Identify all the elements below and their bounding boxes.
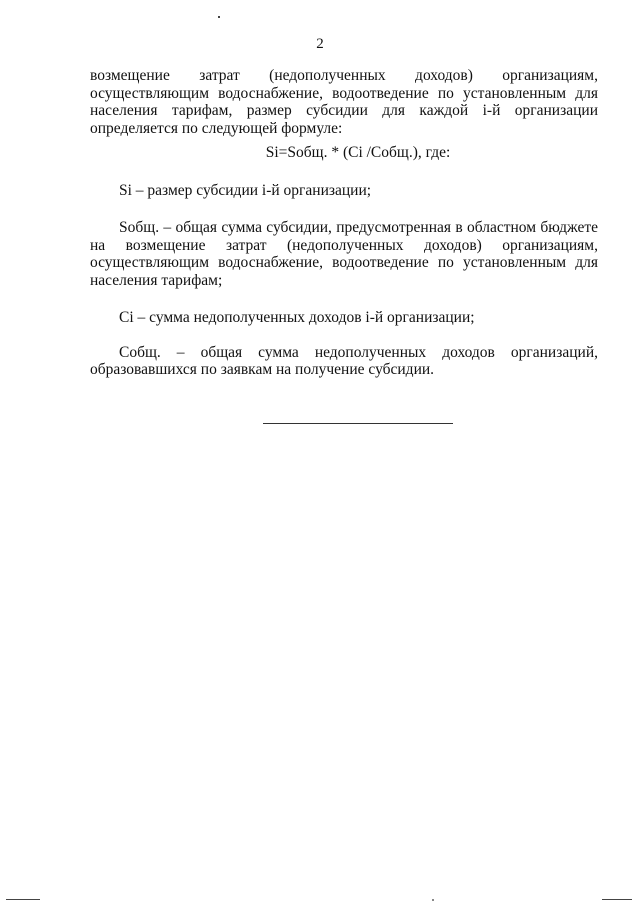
document-body: [90, 67, 598, 379]
definition-cobsh: Cобщ. – общая сумма недополученных доходов организаций, образовавшихся по заявкам на получение субсидии.: [90, 343, 598, 378]
page-number: 2: [316, 36, 324, 52]
definition-ci: Ci – сумма недополученных доходов i-й организации;: [119, 309, 475, 326]
scan-artifact-line-left: [6, 899, 40, 900]
end-separator-line: [263, 423, 453, 424]
scan-artifact-dot: [218, 16, 220, 18]
scan-artifact-line-right: [602, 899, 632, 900]
definition-si: Si – размер субсидии i-й организации;: [119, 181, 372, 199]
definition-sobsh: Sобщ. – общая сумма субсидии, предусмотренная в областном бюджете на возмещение затрат (недополученных доходов) организациям, осуществляющим водоснабжение, водоотведение по установленным для населения тарифам;: [90, 219, 598, 289]
subsidy-formula: Si=Sобщ. * (Ci /Cобщ.), где:: [265, 144, 451, 161]
intro-paragraph: возмещение затрат (недополученных доходов) организациям, осуществляющим водоснабжение, водоотведение по установленным для населения тарифам, размер субсидии для каждой i-й организации определяется по следующей формуле:: [90, 67, 598, 137]
scan-artifact-dot-bottom: [432, 899, 434, 901]
